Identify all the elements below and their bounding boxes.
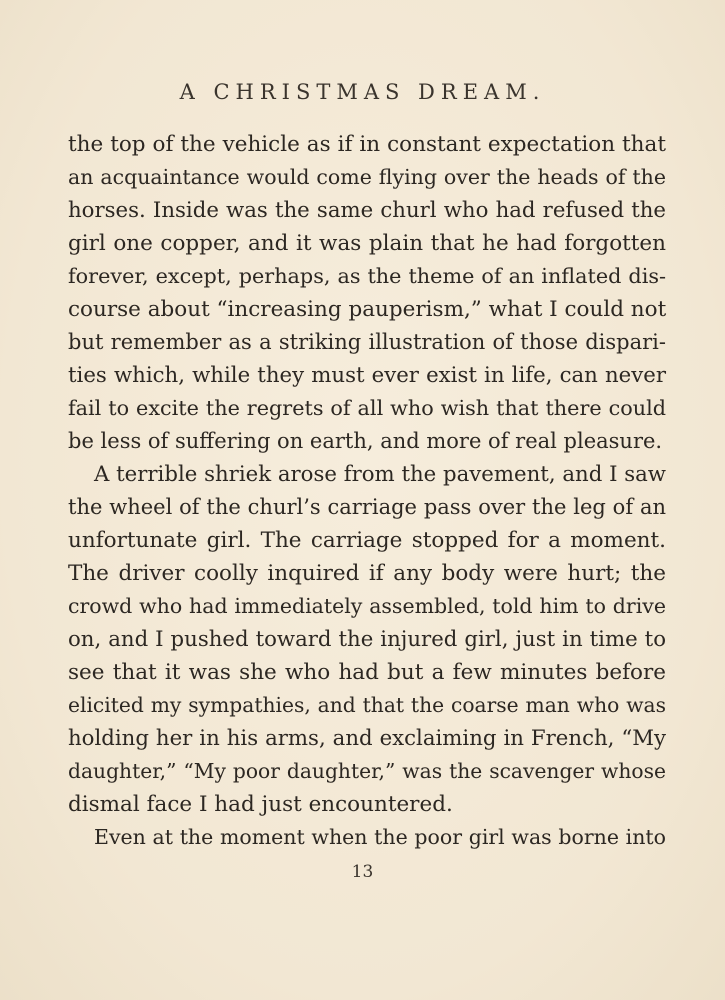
paragraph-first-line: Even at the moment when the poor girl was borne into xyxy=(94,825,666,849)
text-line: unfortunate girl. The carriage stopped for a moment. xyxy=(68,528,666,553)
text-line: fail to excite the regrets of all who wish that there could xyxy=(68,396,666,420)
text-line: The driver coolly inquired if any body were hurt; the xyxy=(68,561,666,586)
text-line: horses. Inside was the same churl who had refused the xyxy=(68,198,666,223)
text-line: daughter,” “My poor daughter,” was the scavenger whose xyxy=(68,759,666,783)
page-number: 13 xyxy=(351,862,374,882)
text-line: girl one copper, and it was plain that he had forgotten xyxy=(68,231,666,256)
text-line: be less of suffering on earth, and more of real pleasure. xyxy=(68,429,663,453)
text-line: the top of the vehicle as if in constant expectation that xyxy=(68,132,666,157)
text-line: holding her in his arms, and exclaiming in French, “My xyxy=(68,726,666,751)
text-line: the wheel of the churl’s carriage pass over the leg of an xyxy=(68,495,666,519)
text-line: see that it was she who had but a few minutes before xyxy=(68,660,666,685)
text-line: on, and I pushed toward the injured girl, just in time to xyxy=(68,627,666,652)
text-line: crowd who had immediately assembled, told him to drive xyxy=(68,594,666,618)
text-line: elicited my sympathies, and that the coarse man who was xyxy=(68,693,666,717)
text-line: forever, except, perhaps, as the theme of an inflated dis- xyxy=(68,264,666,288)
text-line: dismal face I had just encountered. xyxy=(68,792,453,817)
body-text xyxy=(68,128,666,854)
text-line: ties which, while they must ever exist in life, can never xyxy=(68,363,666,388)
text-line: but remember as a striking illustration of those dispari- xyxy=(68,330,666,354)
paragraph-first-line: A terrible shriek arose from the pavement, and I saw xyxy=(94,462,666,487)
text-line: an acquaintance would come flying over the heads of the xyxy=(68,165,666,189)
text-line: course about “increasing pauperism,” what I could not xyxy=(68,297,667,322)
running-title: A CHRISTMAS DREAM. xyxy=(179,80,546,104)
